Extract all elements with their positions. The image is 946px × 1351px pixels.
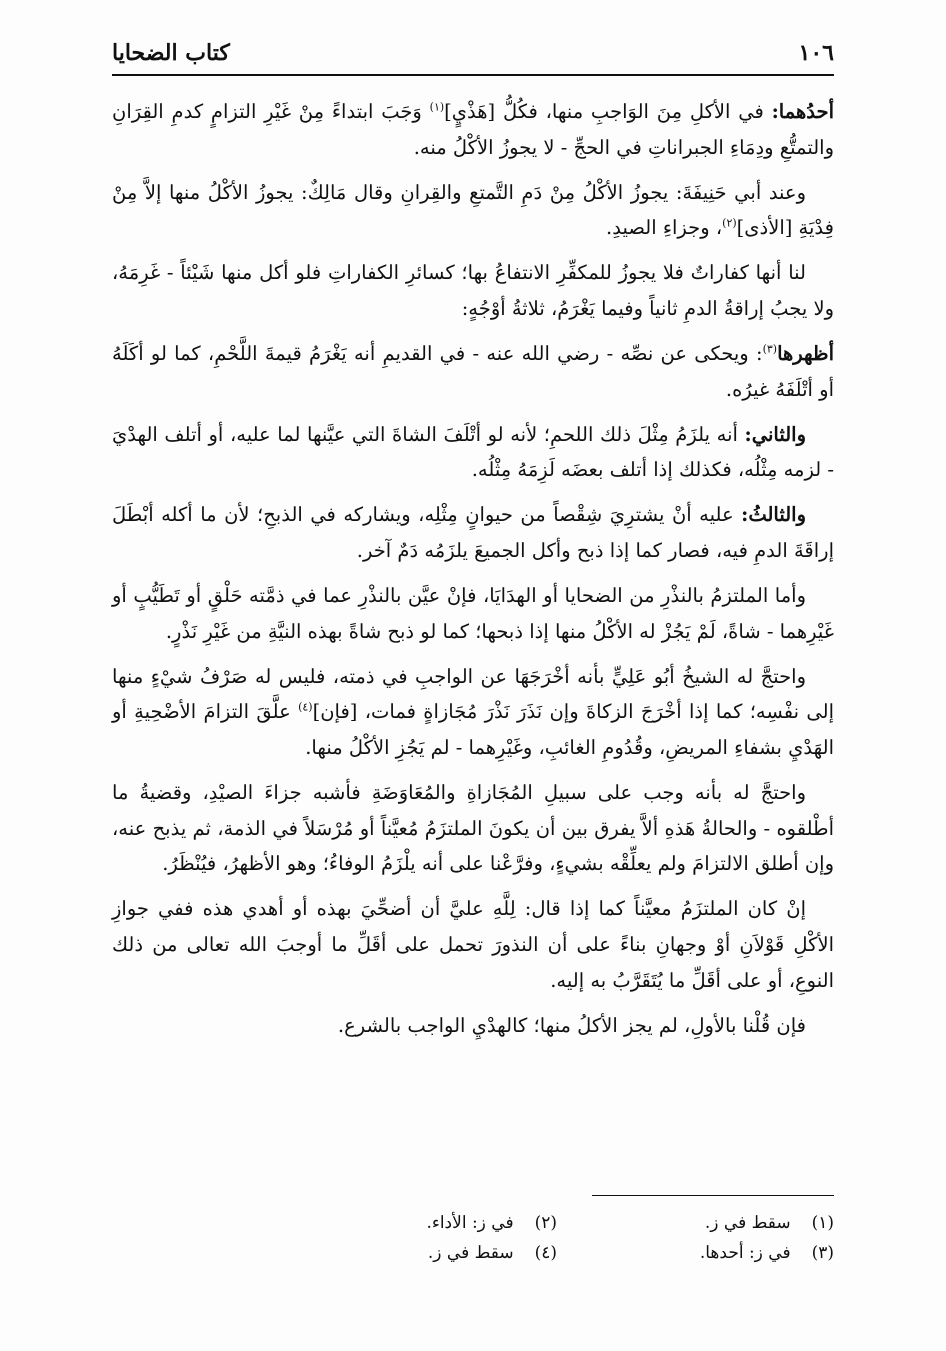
footnote bbox=[557, 1243, 834, 1263]
paragraph bbox=[112, 417, 834, 488]
paragraph bbox=[112, 175, 834, 246]
paragraph-text-tail: : ويحكى عن نصِّه - رضي الله عنه - في القديمِ أنه يَغْرَمُ قيمةَ اللَّحْمِ، كما لو أكَلَهُ أو أتْلَفَهُ غيرُه. bbox=[112, 342, 834, 401]
footnote-number: (٤) bbox=[534, 1243, 557, 1263]
paragraph-lead: والثالثُ: bbox=[741, 503, 807, 527]
running-header bbox=[112, 38, 834, 76]
footnote-text: سقط في ز. bbox=[704, 1213, 791, 1233]
footnote-ref: (٢) bbox=[722, 216, 737, 230]
paragraph-text: لنا أنها كفاراتٌ فلا يجوزُ للمكفِّرِ الانتفاعُ بها؛ كسائرِ الكفاراتِ فلو أكل منها شَيْئاً - غَرِمَهُ، ولا يجبُ إراقةُ الدمِ ثانياً وفيما يَغْرَمُ، ثلاثةُ أوْجُهٍ: bbox=[112, 261, 834, 320]
footnote-row bbox=[280, 1238, 834, 1268]
paragraph bbox=[112, 659, 834, 766]
paragraph-text-tail: علَّقَ التزامَ الأضْحِيةِ أو الهَدْيِ بشفاءِ المريضِ، وقُدُومِ الغائبِ، وغَيْرِهما - لم يَجُزِ الأكْلُ منها. bbox=[112, 700, 834, 759]
paragraph-text: أنه يلزَمُ مِثْلَ ذلك اللحمِ؛ لأنه لو أتْلَفَ الشاةَ التي عيَّنها لما عليه، أو أتلف الهدْيَ - لزمه مِثْلُه، فكذلك إذا أتلف بعضَه لَزِمَهُ مِثْلُه. bbox=[112, 422, 834, 482]
paragraph-text: وعند أبي حَنِيفَةَ: يجوزُ الأكْلُ مِنْ دَمِ التَّمتعِ والقِرانِ وقال مَالِكٌ: يجوزُ الأكْلُ منها إلاَّ مِنْ فِدْيَةِ [الأذى] bbox=[112, 180, 834, 240]
footnote bbox=[557, 1213, 834, 1233]
footnote-text: في ز: أحدها. bbox=[699, 1243, 791, 1263]
paragraph-lead: أظهرها bbox=[777, 342, 834, 366]
footnote-ref: (٣) bbox=[762, 342, 778, 356]
footnote bbox=[280, 1243, 557, 1263]
paragraph bbox=[112, 336, 834, 407]
footnote-text: سقط في ز. bbox=[427, 1243, 514, 1263]
paragraph-lead: أحدُهما: bbox=[771, 100, 835, 123]
page-number: ١٠٦ bbox=[798, 40, 834, 66]
paragraph-text: وأما الملتزمُ بالنذْرِ من الضحايا أو الهدَايَا، فإنْ عيَّن بالنذْرِ عما في ذمَّته حَلْقٍ أو تَطَيُّبٍ أو غَيْرِهما - شاةً، لَمْ يَجُزْ له الأكْلُ منها إذا ذبحها؛ كما لو ذبح شاةً بهذه النيَّةِ من غَيْرِ نَذْرٍ. bbox=[112, 584, 834, 643]
paragraph-lead: والثاني: bbox=[744, 422, 806, 446]
paragraph-text-tail: وَجَبَ ابتداءً مِنْ غَيْرِ التزامٍ كدمِ القِرَانِ والتمتُّعِ ودِمَاءِ الجبراناتِ في الحجِّ - لا يجوزُ الأكْلُ منه. bbox=[112, 100, 834, 159]
paragraph-text: إنْ كان الملتزَمُ معيَّناً كما إذا قال: لِلَّهِ عليَّ أن أضحِّيَ بهذه أو أهدي هذه ففي جوازِ الأكْلِ قَوْلاَنِ أوْ وجهانِ بناءً على أن النذورَ تحمل على أقَلِّ ما أوجبَ الله تعالى من ذلك النوعِ، أو على أقَلِّ ما يُتَقَرَّبُ به إليه. bbox=[112, 897, 834, 992]
paragraph-text-tail: ، وجزاءِ الصيدِ. bbox=[606, 216, 723, 240]
footnote-number: (١) bbox=[811, 1213, 834, 1233]
paragraph bbox=[112, 94, 834, 165]
footnote-text: في ز: الأداء. bbox=[426, 1213, 514, 1233]
paragraph bbox=[112, 1008, 834, 1044]
footnote-ref: (٤) bbox=[298, 700, 313, 714]
footnote-number: (٣) bbox=[811, 1243, 834, 1263]
paragraph-text: عليه أنْ يشترِيَ شِقْصاً من حيوانٍ مِثْلِه، ويشاركه في الذبحِ؛ لأن ما أكله أبْطَلَ إراقَةَ الدمِ فيه، فصار كما إذا ذبح وأكل الجميعَ يلزَمُه دَمٌ آخر. bbox=[112, 503, 834, 563]
paragraph bbox=[112, 891, 834, 998]
paragraph bbox=[112, 775, 834, 882]
paragraph-text: واحتجَّ له الشيخُ أبُو عَلِيٍّ بأنه أخْرَجَهَا عن الواجبِ في ذمته، فليس له صَرْفُ شيْءٍ منها إلى نفْسِه؛ كما إذا أخْرَجَ الزكاةَ وإن نَذَرَ نَذْرَ مُجَازاةٍ فمات، [فإن] bbox=[112, 664, 834, 724]
main-text bbox=[112, 94, 834, 1053]
paragraph-text: في الأكلِ مِنَ الوَاجبِ منها، فكُلُّ [هَذْيٍ] bbox=[444, 100, 764, 123]
footnote-number: (٢) bbox=[534, 1213, 557, 1233]
footnotes bbox=[280, 1208, 834, 1268]
footnote-divider bbox=[592, 1195, 834, 1196]
paragraph bbox=[112, 255, 834, 326]
book-title: كتاب الضحايا bbox=[112, 40, 230, 66]
paragraph bbox=[112, 578, 834, 649]
paragraph-text: فإن قُلْنا بالأولِ، لم يجز الأكلُ منها؛ كالهدْيِ الواجب بالشرع. bbox=[337, 1013, 806, 1037]
paragraph bbox=[112, 497, 834, 568]
paragraph-text: واحتجَّ له بأنه وجب على سبيلِ المُجَازاةِ والمُعَاوَضَةِ فأشبه جزاءَ الصيْدِ، وقضيةُ ما أطْلقوه - والحالةُ هَذهِ ألاَّ يفرق بين أن يكونَ الملتزَمُ مُعيَّناً أو مُرْسَلاً في الذمة، ثم يذبح عنه، وإن أطلق الالتزامَ ولم يعلِّقْه بشيءٍ، وفرَّعْنا على أنه يلْزَمُ الوفاءُ؛ وهو الأظهرُ، فيُنْظَرُ. bbox=[112, 781, 834, 876]
footnote bbox=[280, 1213, 557, 1233]
footnote-ref: (١) bbox=[429, 100, 445, 114]
footnote-row bbox=[280, 1208, 834, 1238]
